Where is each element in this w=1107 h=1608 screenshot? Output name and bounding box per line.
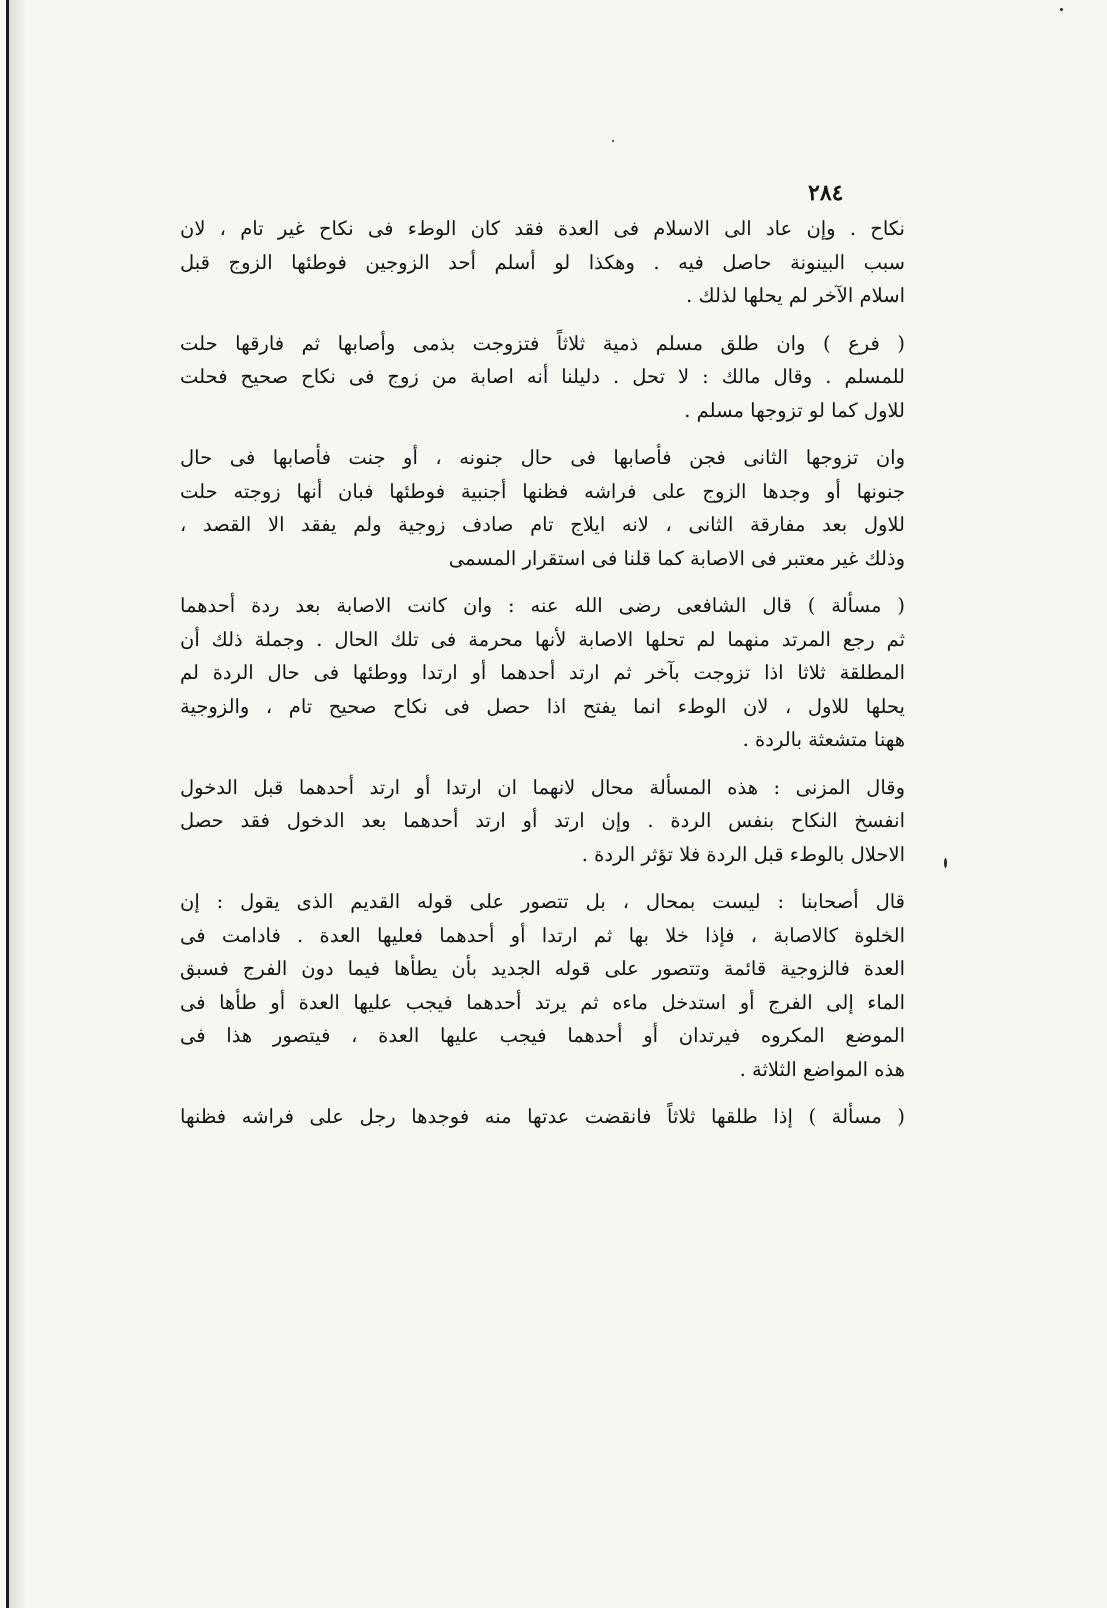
text-line: للاول بعد مفارقة الثانى ، لانه ايلاج تام صادف زوجية ولم يفقد الا القصد ، [180,513,905,536]
paragraph-3 [180,441,905,575]
text-line: ( مسألة ) قال الشافعى رضى الله عنه : وان كانت الاصابة بعد ردة أحدهما [180,594,905,617]
text-line: جنونها أو وجدها الزوج على فراشه فظنها أجنبية فوطئها فبان أنها زوجته حلت [180,479,905,503]
document-body [180,212,905,1148]
text-line: اسلام الآخر لم يحلها لذلك . [686,284,905,307]
page-number: ٢٨٤ [808,180,844,206]
text-line: الماء إلى الفرج أو استدخل ماءه ثم يرتد أحدهما فيجب عليها العدة أو طأها فى [180,990,905,1014]
text-line: ثم رجع المرتد منهما لم تحلها الاصابة لأنها محرمة فى تلك الحال . وجملة ذلك أن [180,627,905,651]
paragraph-1 [180,212,905,313]
paragraph-7 [180,1100,905,1134]
text-line: وذلك غير معتبر فى الاصابة كما قلنا فى استقرار المسمى [448,546,905,570]
text-line: الموضع المكروه فيرتدان أو أحدهما فيجب عليها العدة ، فيتصور هذا فى [180,1024,905,1047]
text-line: المطلقة ثلاثا اذا تزوجت بآخر ثم ارتد أحدهما أو ارتدا ووطئها فى حال الردة لم [180,661,905,684]
scan-speck [1060,8,1063,11]
paragraph-5 [180,771,905,872]
text-line: ههنا متشعثة بالردة . [742,728,905,751]
text-line: للمسلم . وقال مالك : لا تحل . دليلنا أنه اصابة من زوج فى نكاح صحيح فحلت [180,365,905,388]
paragraph-6 [180,885,905,1086]
text-line: الخلوة كالاصابة ، فإذا خلا بها ثم ارتدا أو أحدهما فعليها العدة . فادامت فى [180,923,905,947]
text-line: يحلها للاول ، لان الوطء انما يفتح اذا حصل فى نكاح صحيح تام ، والزوجية [180,694,905,718]
text-line: وقال المزنى : هذه المسألة محال لانهما ان ارتدا أو ارتد أحدهما قبل الدخول [180,775,905,799]
paragraph-4 [180,589,905,757]
text-line: وان تزوجها الثانى فجن فأصابها فى حال جنونه ، أو جنت فأصابها فى حال [180,446,905,469]
text-line: الاحلال بالوطء قبل الردة فلا تؤثر الردة . [581,842,905,866]
scan-speck [612,140,614,142]
text-line: هذه المواضع الثلاثة . [739,1057,905,1081]
text-line: سبب البينونة حاصل فيه . وهكذا لو أسلم أحد الزوجين فوطئها الزوج قبل [180,250,905,274]
text-line: ( مسألة ) إذا طلقها ثلاثاً فانقضت عدتها منه فوجدها رجل على فراشه فظنها [180,1105,905,1128]
scan-speck [944,858,947,868]
paragraph-2 [180,327,905,428]
text-line: قال أصحابنا : ليست بمحال ، بل تتصور على قوله القديم الذى يقول : إن [180,890,905,913]
page-binding-shadow [9,0,27,1608]
text-line: العدة فالزوجية قائمة وتتصور على قوله الجديد بأن يطأها فيما دون الفرج فسبق [180,957,905,980]
text-line: نكاح . وإن عاد الى الاسلام فى العدة فقد كان الوطء فى نكاح غير تام ، لان [180,217,905,240]
text-line: ( فرع ) وان طلق مسلم ذمية ثلاثاً فتزوجت بذمى وأصابها ثم فارقها حلت [180,331,905,355]
text-line: للاول كما لو تزوجها مسلم . [684,398,905,422]
text-line: انفسخ النكاح بنفس الردة . وإن ارتد أو ارتد أحدهما بعد الدخول فقد حصل [180,809,905,832]
